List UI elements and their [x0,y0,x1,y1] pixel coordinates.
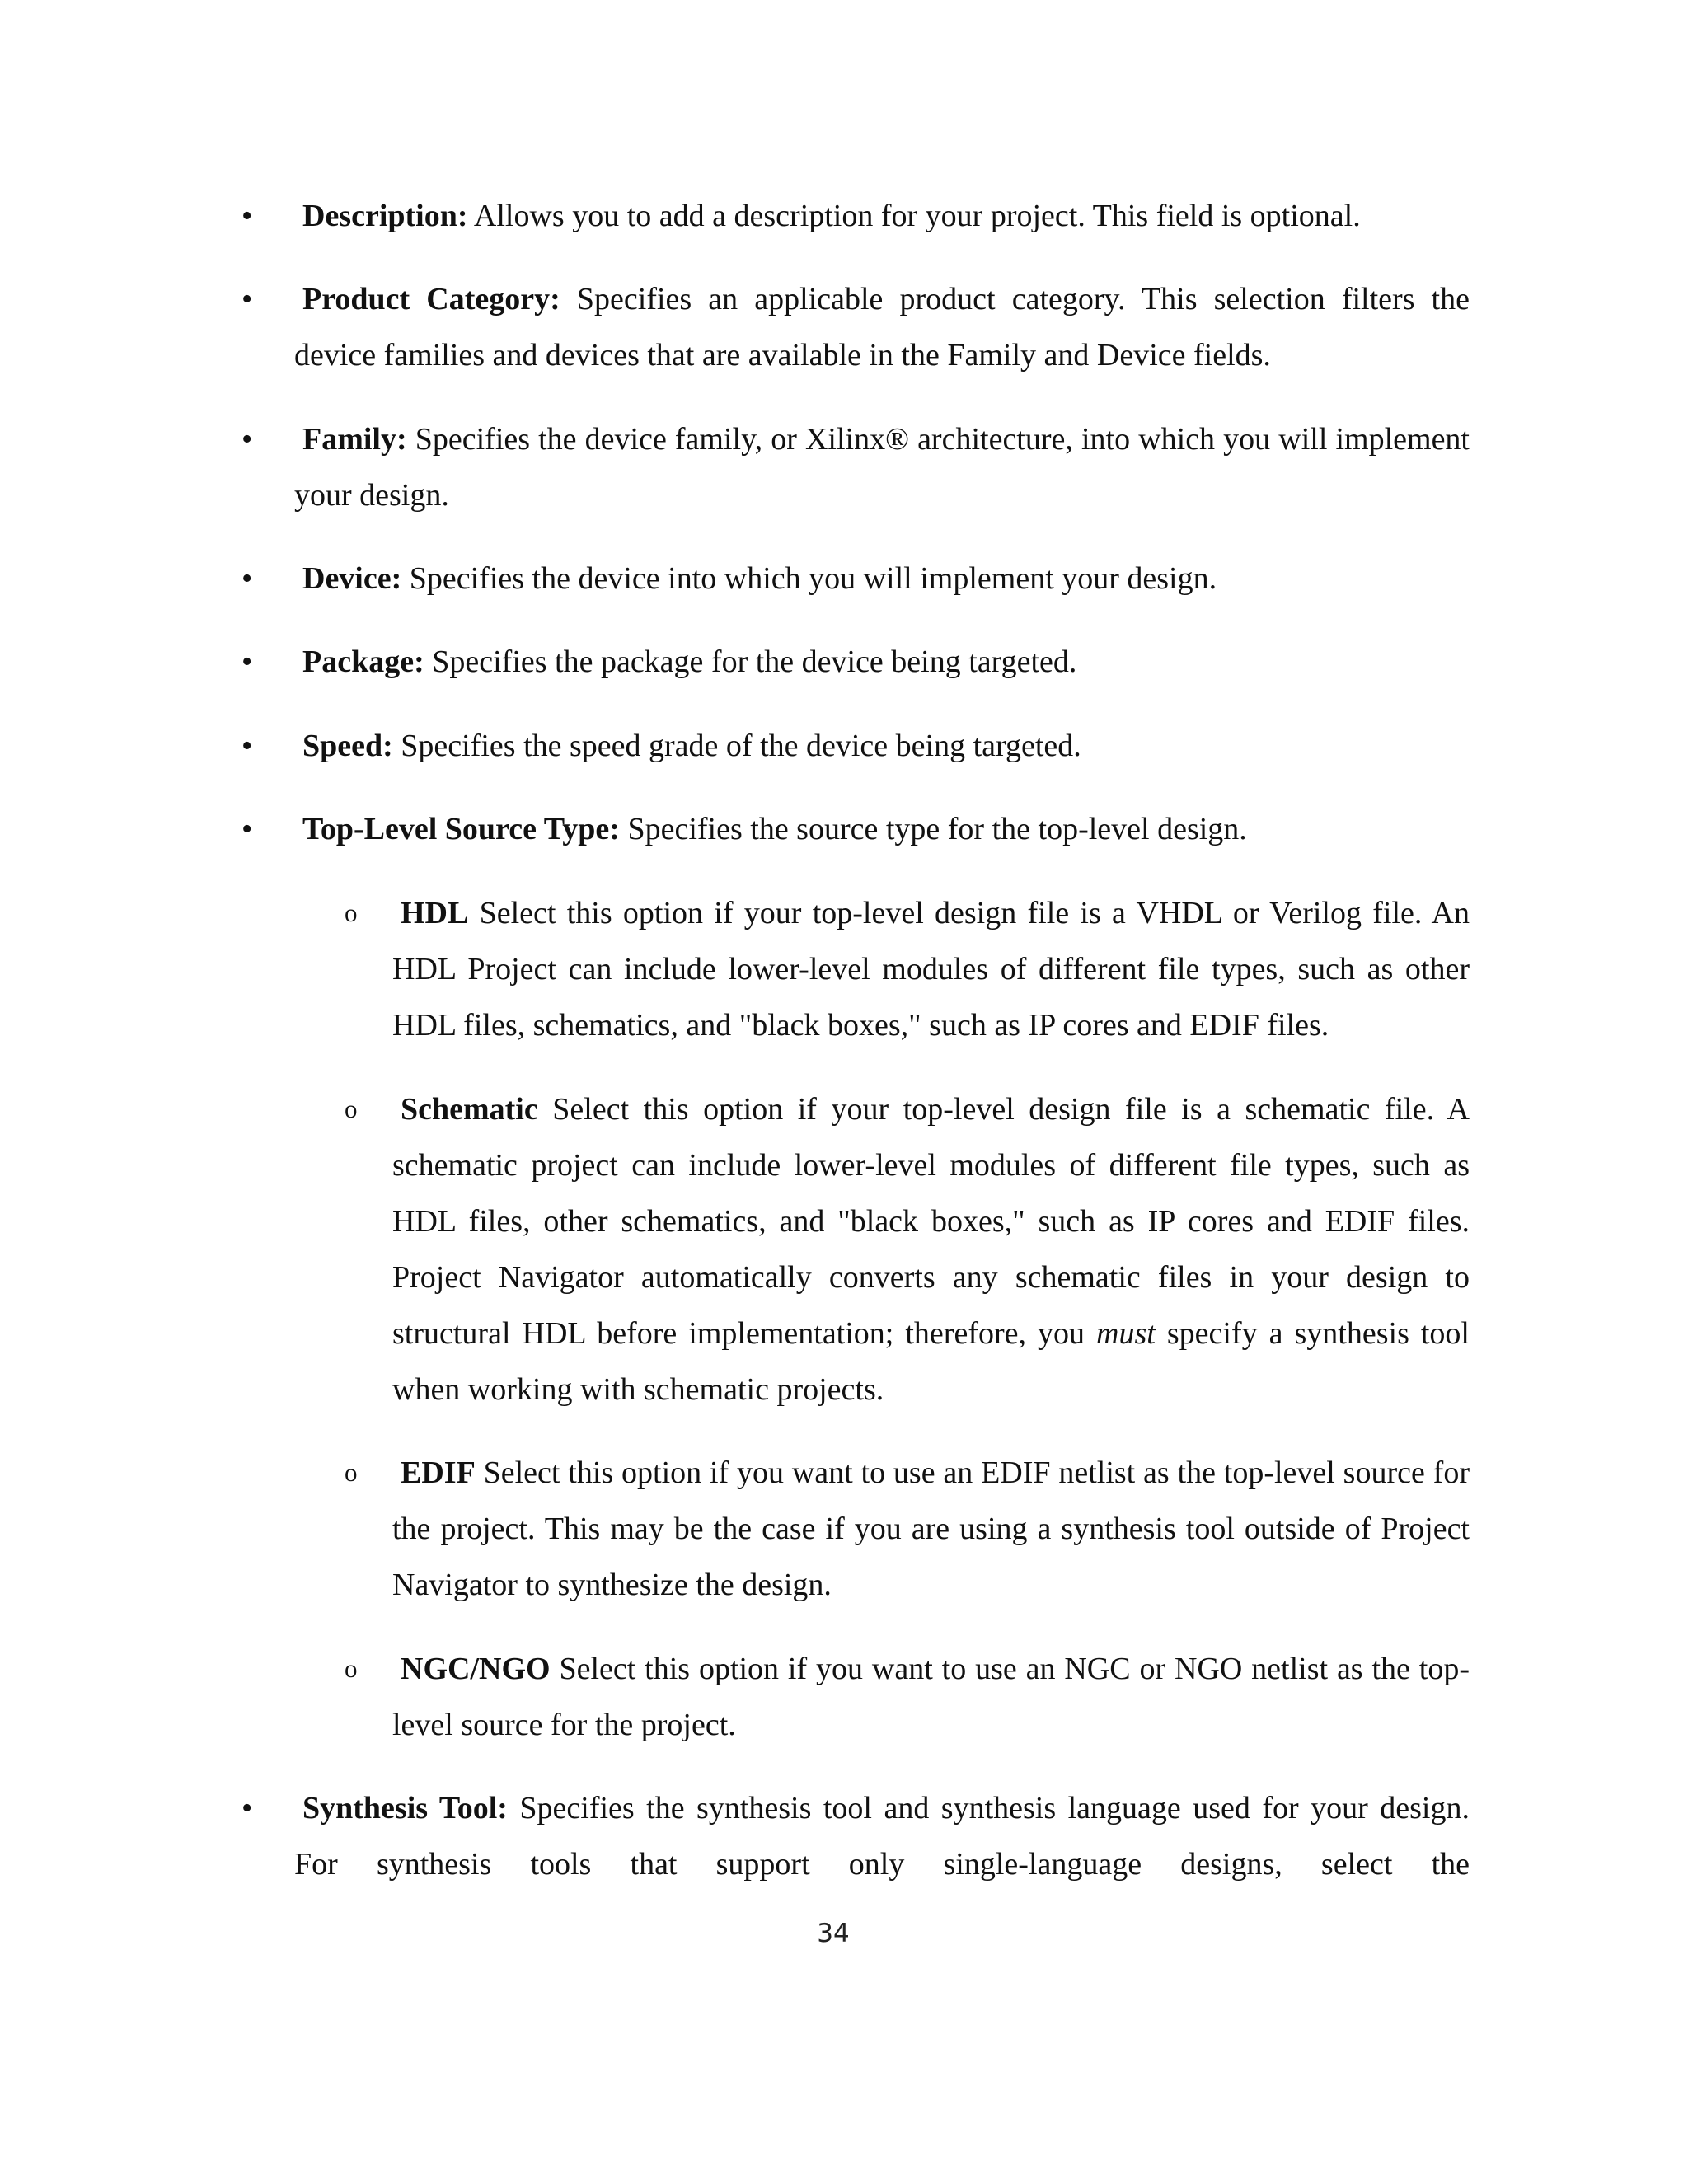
bullet-marker: • [241,812,253,846]
package-term: Package: [302,644,424,679]
package-text: Specifies the package for the device being targeted. [424,644,1077,679]
ngc-ngo-text: Select this option if you want to use an NGC or NGO netlist as the top-level source for the project. [392,1652,1470,1742]
synthesis-tool-item [294,1780,1470,1892]
sub-bullet-marker: o [345,1458,358,1487]
synthesis-tool-text: Specifies the synthesis tool and synthesis language used for your design. For synthesis tools that support only single-language designs, select the [294,1791,1470,1882]
bullet-marker: • [241,422,253,457]
schematic-term: Schematic [401,1092,538,1127]
bullet-marker: • [241,561,253,596]
family-item [294,411,1470,523]
ngc-ngo-term: NGC/NGO [401,1652,551,1686]
top-level-source-type-text: Specifies the source type for the top-level design. [619,812,1247,846]
family-text: Specifies the device family, or Xilinx® architecture, into which you will implement your design. [294,422,1470,513]
device-term: Device: [302,561,402,596]
speed-text: Specifies the speed grade of the device being targeted. [392,729,1081,763]
top-level-source-type-term: Top-Level Source Type: [302,812,620,846]
product-category-text: Specifies an applicable product category. This selection filters the device families and devices that are available in the Family and Device fields. [294,282,1470,373]
bullet-marker: • [241,199,253,233]
schematic-text-after: specify a synthesis tool when working with schematic projects. [392,1316,1470,1407]
description-term: Description: [302,199,468,233]
sub-bullet-marker: o [345,1094,358,1123]
device-item [294,551,1470,607]
sub-bullet-marker: o [345,1654,358,1683]
description-item [294,188,1470,244]
product-category-item [294,271,1470,383]
description-text: Allows you to add a description for your project. This field is optional. [467,199,1361,233]
bullet-marker: • [241,282,253,316]
page-number: 34 [817,1919,850,1948]
sub-bullet-marker: o [345,898,358,927]
edif-text: Select this option if you want to use an EDIF netlist as the top-level source for the project. This may be the case if you are using a synthesis tool outside of Project Navigator to synthesize the design. [392,1455,1470,1602]
ngc-ngo-option-item [392,1641,1470,1753]
synthesis-tool-term: Synthesis Tool: [302,1791,508,1825]
bullet-marker: • [241,729,253,763]
top-level-source-type-item [294,801,1470,857]
schematic-text-before: Select this option if your top-level design file is a schematic file. A schematic project can include lower-level modules of different file types, such as HDL files, other schematics, and "black boxes," such as IP cores and EDIF files. Project Navigator automatically converts any schematic files in your design to structural HDL before implementation; therefore, you [392,1092,1470,1351]
hdl-text: Select this option if your top-level design file is a VHDL or Verilog file. An HDL Project can include lower-level modules of different file types, such as other HDL files, schematics, and "black boxes," such as IP cores and EDIF files. [392,896,1470,1043]
speed-term: Speed: [302,729,393,763]
speed-item [294,718,1470,774]
package-item [294,634,1470,690]
schematic-option-item [392,1081,1470,1418]
family-term: Family: [302,422,407,457]
product-category-term: Product Category: [302,282,560,316]
edif-term: EDIF [401,1455,476,1490]
device-text: Specifies the device into which you will implement your design. [401,561,1217,596]
bullet-marker: • [241,644,253,679]
edif-option-item [392,1445,1470,1613]
hdl-option-item [392,885,1470,1053]
schematic-emphasis: must [1096,1316,1156,1351]
bullet-marker: • [241,1791,253,1825]
hdl-term: HDL [401,896,469,930]
